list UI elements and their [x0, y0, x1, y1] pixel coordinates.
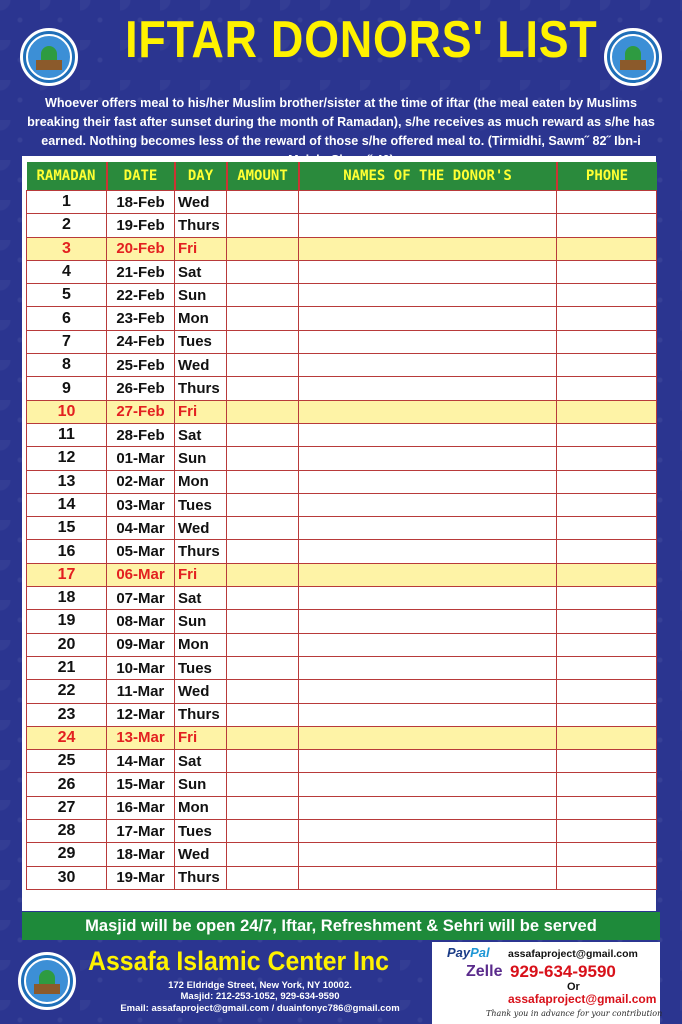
weekday-cell: Fri — [175, 237, 227, 260]
ramadan-day-cell: 13 — [27, 470, 107, 493]
date-cell: 10-Mar — [107, 656, 175, 679]
amount-cell[interactable] — [227, 191, 299, 214]
ramadan-day-cell: 25 — [27, 750, 107, 773]
date-cell: 09-Mar — [107, 633, 175, 656]
amount-cell[interactable] — [227, 633, 299, 656]
amount-cell[interactable] — [227, 563, 299, 586]
table-row — [27, 423, 657, 446]
weekday-cell: Mon — [175, 633, 227, 656]
weekday-cell: Tues — [175, 330, 227, 353]
donor-table — [26, 162, 657, 890]
ramadan-day-cell: 24 — [27, 726, 107, 749]
table-row — [27, 750, 657, 773]
phone-cell[interactable] — [557, 447, 657, 470]
donor-name-cell[interactable] — [299, 447, 557, 470]
table-row — [27, 866, 657, 889]
table-row — [27, 656, 657, 679]
table-row — [27, 447, 657, 470]
donor-name-cell[interactable] — [299, 284, 557, 307]
phone-cell[interactable] — [557, 284, 657, 307]
table-row — [27, 796, 657, 819]
donor-name-cell[interactable] — [299, 191, 557, 214]
ramadan-day-cell: 17 — [27, 563, 107, 586]
amount-cell[interactable] — [227, 726, 299, 749]
table-row — [27, 563, 657, 586]
table-row — [27, 284, 657, 307]
amount-cell[interactable] — [227, 656, 299, 679]
amount-cell[interactable] — [227, 820, 299, 843]
weekday-cell: Thurs — [175, 214, 227, 237]
donor-name-cell[interactable] — [299, 796, 557, 819]
weekday-cell: Thurs — [175, 540, 227, 563]
ramadan-day-cell: 21 — [27, 656, 107, 679]
phone-cell[interactable] — [557, 656, 657, 679]
thank-you-note: Thank you in advance for your contribution — [486, 1009, 663, 1018]
mosque-logo-left — [20, 28, 78, 86]
col-date: DATE — [107, 162, 175, 191]
amount-cell[interactable] — [227, 796, 299, 819]
date-cell: 23-Feb — [107, 307, 175, 330]
amount-cell[interactable] — [227, 703, 299, 726]
ramadan-day-cell: 6 — [27, 307, 107, 330]
ramadan-day-cell: 10 — [27, 400, 107, 423]
date-cell: 06-Mar — [107, 563, 175, 586]
date-cell: 18-Mar — [107, 843, 175, 866]
donor-name-cell[interactable] — [299, 610, 557, 633]
donor-name-cell[interactable] — [299, 680, 557, 703]
paypal-pay: Pay — [447, 945, 471, 960]
donor-name-cell[interactable] — [299, 400, 557, 423]
phone-cell[interactable] — [557, 377, 657, 400]
donor-name-cell[interactable] — [299, 330, 557, 353]
ramadan-day-cell: 23 — [27, 703, 107, 726]
amount-cell[interactable] — [227, 773, 299, 796]
weekday-cell: Sat — [175, 587, 227, 610]
date-cell: 04-Mar — [107, 517, 175, 540]
amount-cell[interactable] — [227, 214, 299, 237]
amount-cell[interactable] — [227, 377, 299, 400]
phone-cell[interactable] — [557, 214, 657, 237]
date-cell: 19-Feb — [107, 214, 175, 237]
weekday-cell: Mon — [175, 307, 227, 330]
amount-cell[interactable] — [227, 354, 299, 377]
phone-cell[interactable] — [557, 633, 657, 656]
mosque-logo-right — [604, 28, 662, 86]
table-row — [27, 260, 657, 283]
date-cell: 19-Mar — [107, 866, 175, 889]
col-amount: AMOUNT — [227, 162, 299, 191]
phone-cell[interactable] — [557, 237, 657, 260]
table-row — [27, 330, 657, 353]
ramadan-day-cell: 7 — [27, 330, 107, 353]
col-ramadan: RAMADAN — [27, 162, 107, 191]
paypal-logo — [447, 945, 490, 960]
ramadan-day-cell: 19 — [27, 610, 107, 633]
phone-cell[interactable] — [557, 726, 657, 749]
donor-name-cell[interactable] — [299, 260, 557, 283]
zelle-phone[interactable]: 929-634-9590 — [510, 962, 616, 981]
table-row — [27, 610, 657, 633]
masjid-phone: Masjid: 212-253-1052, 929-634-9590 — [180, 991, 340, 1002]
phone-cell[interactable] — [557, 563, 657, 586]
phone-cell[interactable] — [557, 843, 657, 866]
date-cell: 21-Feb — [107, 260, 175, 283]
date-cell: 20-Feb — [107, 237, 175, 260]
donor-name-cell[interactable] — [299, 307, 557, 330]
donor-name-cell[interactable] — [299, 843, 557, 866]
weekday-cell: Fri — [175, 400, 227, 423]
date-cell: 03-Mar — [107, 493, 175, 516]
table-row — [27, 843, 657, 866]
org-name: Assafa Islamic Center Inc — [88, 946, 389, 976]
ramadan-day-cell: 1 — [27, 191, 107, 214]
weekday-cell: Wed — [175, 680, 227, 703]
amount-cell[interactable] — [227, 284, 299, 307]
date-cell: 16-Mar — [107, 796, 175, 819]
weekday-cell: Thurs — [175, 377, 227, 400]
col-day: DAY — [175, 162, 227, 191]
donor-name-cell[interactable] — [299, 354, 557, 377]
table-row — [27, 517, 657, 540]
phone-cell[interactable] — [557, 540, 657, 563]
weekday-cell: Thurs — [175, 866, 227, 889]
donor-name-cell[interactable] — [299, 540, 557, 563]
paypal-email[interactable]: assafaproject@gmail.com — [508, 948, 638, 960]
phone-cell[interactable] — [557, 517, 657, 540]
date-cell: 01-Mar — [107, 447, 175, 470]
table-row — [27, 680, 657, 703]
email-line[interactable]: Email: assafaproject@gmail.com / duainfonyc786@gmail.com — [120, 1003, 400, 1014]
weekday-cell: Sun — [175, 447, 227, 470]
donor-name-cell[interactable] — [299, 563, 557, 586]
weekday-cell: Sun — [175, 284, 227, 307]
date-cell: 17-Mar — [107, 820, 175, 843]
date-cell: 05-Mar — [107, 540, 175, 563]
weekday-cell: Sat — [175, 260, 227, 283]
amount-cell[interactable] — [227, 237, 299, 260]
date-cell: 25-Feb — [107, 354, 175, 377]
phone-cell[interactable] — [557, 796, 657, 819]
phone-cell[interactable] — [557, 493, 657, 516]
amount-cell[interactable] — [227, 517, 299, 540]
ramadan-day-cell: 2 — [27, 214, 107, 237]
donor-name-cell[interactable] — [299, 866, 557, 889]
weekday-cell: Mon — [175, 470, 227, 493]
ramadan-day-cell: 28 — [27, 820, 107, 843]
date-cell: 13-Mar — [107, 726, 175, 749]
contact-address — [90, 980, 430, 1014]
amount-cell[interactable] — [227, 330, 299, 353]
amount-cell[interactable] — [227, 423, 299, 446]
phone-cell[interactable] — [557, 307, 657, 330]
phone-cell[interactable] — [557, 610, 657, 633]
address-line: 172 Eldridge Street, New York, NY 10002. — [168, 980, 352, 991]
phone-cell[interactable] — [557, 680, 657, 703]
col-phone: PHONE — [557, 162, 657, 191]
table-row — [27, 470, 657, 493]
date-cell: 12-Mar — [107, 703, 175, 726]
amount-cell[interactable] — [227, 400, 299, 423]
phone-cell[interactable] — [557, 750, 657, 773]
weekday-cell: Tues — [175, 656, 227, 679]
weekday-cell: Sun — [175, 773, 227, 796]
phone-cell[interactable] — [557, 400, 657, 423]
phone-cell[interactable] — [557, 470, 657, 493]
donor-name-cell[interactable] — [299, 517, 557, 540]
ramadan-day-cell: 15 — [27, 517, 107, 540]
donor-name-cell[interactable] — [299, 377, 557, 400]
table-row — [27, 400, 657, 423]
table-row — [27, 703, 657, 726]
weekday-cell: Fri — [175, 563, 227, 586]
date-cell: 15-Mar — [107, 773, 175, 796]
phone-cell[interactable] — [557, 703, 657, 726]
phone-cell[interactable] — [557, 354, 657, 377]
amount-cell[interactable] — [227, 447, 299, 470]
donor-name-cell[interactable] — [299, 633, 557, 656]
paypal-pal: Pal — [470, 945, 490, 960]
phone-cell[interactable] — [557, 866, 657, 889]
page-title: IFTAR DONORS' LIST — [125, 11, 598, 69]
or-label: Or — [567, 981, 580, 993]
amount-cell[interactable] — [227, 587, 299, 610]
phone-cell[interactable] — [557, 260, 657, 283]
table-row — [27, 773, 657, 796]
table-row — [27, 307, 657, 330]
date-cell: 27-Feb — [107, 400, 175, 423]
weekday-cell: Wed — [175, 843, 227, 866]
date-cell: 11-Mar — [107, 680, 175, 703]
amount-cell[interactable] — [227, 680, 299, 703]
table-row — [27, 377, 657, 400]
ramadan-day-cell: 14 — [27, 493, 107, 516]
weekday-cell: Tues — [175, 820, 227, 843]
date-cell: 02-Mar — [107, 470, 175, 493]
donor-name-cell[interactable] — [299, 470, 557, 493]
phone-cell[interactable] — [557, 423, 657, 446]
amount-cell[interactable] — [227, 470, 299, 493]
phone-cell[interactable] — [557, 773, 657, 796]
amount-cell[interactable] — [227, 493, 299, 516]
weekday-cell: Sat — [175, 750, 227, 773]
table-row — [27, 587, 657, 610]
table-header-row — [27, 162, 657, 191]
phone-cell[interactable] — [557, 820, 657, 843]
date-cell: 24-Feb — [107, 330, 175, 353]
hadith-intro: Whoever offers meal to his/her Muslim brother/sister at the time of iftar (the meal eaten by Muslims breaking their fast after sunset during the month of Ramadan), s/he receives as much reward as s/he has earned. Nothing becomes less of the reward of those s/he offered meal to. (Tirmidhi, Sawm˝ 82˝ Ibn-i — [27, 96, 655, 148]
ramadan-day-cell: 4 — [27, 260, 107, 283]
ramadan-day-cell: 16 — [27, 540, 107, 563]
weekday-cell: Sun — [175, 610, 227, 633]
mosque-logo-footer — [18, 952, 76, 1010]
date-cell: 26-Feb — [107, 377, 175, 400]
ramadan-day-cell: 30 — [27, 866, 107, 889]
ramadan-day-cell: 5 — [27, 284, 107, 307]
ramadan-day-cell: 9 — [27, 377, 107, 400]
donor-name-cell[interactable] — [299, 493, 557, 516]
phone-cell[interactable] — [557, 191, 657, 214]
date-cell: 14-Mar — [107, 750, 175, 773]
date-cell: 18-Feb — [107, 191, 175, 214]
weekday-cell: Thurs — [175, 703, 227, 726]
table-row — [27, 237, 657, 260]
donor-name-cell[interactable] — [299, 656, 557, 679]
ramadan-day-cell: 11 — [27, 423, 107, 446]
donor-name-cell[interactable] — [299, 773, 557, 796]
date-cell: 08-Mar — [107, 610, 175, 633]
date-cell: 28-Feb — [107, 423, 175, 446]
ramadan-day-cell: 12 — [27, 447, 107, 470]
ramadan-day-cell: 3 — [27, 237, 107, 260]
ramadan-day-cell: 22 — [27, 680, 107, 703]
table-row — [27, 726, 657, 749]
ramadan-day-cell: 18 — [27, 587, 107, 610]
amount-cell[interactable] — [227, 260, 299, 283]
donor-name-cell[interactable] — [299, 750, 557, 773]
ramadan-day-cell: 20 — [27, 633, 107, 656]
table-row — [27, 820, 657, 843]
phone-cell[interactable] — [557, 330, 657, 353]
date-cell: 07-Mar — [107, 587, 175, 610]
donor-name-cell[interactable] — [299, 237, 557, 260]
table-row — [27, 633, 657, 656]
weekday-cell: Wed — [175, 517, 227, 540]
weekday-cell: Mon — [175, 796, 227, 819]
donor-name-cell[interactable] — [299, 587, 557, 610]
amount-cell[interactable] — [227, 843, 299, 866]
donor-name-cell[interactable] — [299, 726, 557, 749]
weekday-cell: Fri — [175, 726, 227, 749]
zelle-email[interactable]: assafaproject@gmail.com — [508, 992, 657, 1006]
date-cell: 22-Feb — [107, 284, 175, 307]
zelle-logo: Zelle — [466, 963, 503, 980]
weekday-cell: Sat — [175, 423, 227, 446]
weekday-cell: Wed — [175, 354, 227, 377]
donor-name-cell[interactable] — [299, 423, 557, 446]
phone-cell[interactable] — [557, 587, 657, 610]
table-row — [27, 214, 657, 237]
table-row — [27, 354, 657, 377]
ramadan-day-cell: 8 — [27, 354, 107, 377]
amount-cell[interactable] — [227, 307, 299, 330]
donor-name-cell[interactable] — [299, 703, 557, 726]
amount-cell[interactable] — [227, 866, 299, 889]
table-row — [27, 540, 657, 563]
weekday-cell: Wed — [175, 191, 227, 214]
weekday-cell: Tues — [175, 493, 227, 516]
col-donor-names: NAMES OF THE DONOR'S — [299, 162, 557, 191]
table-row — [27, 191, 657, 214]
ramadan-day-cell: 27 — [27, 796, 107, 819]
amount-cell[interactable] — [227, 750, 299, 773]
donor-name-cell[interactable] — [299, 214, 557, 237]
donor-name-cell[interactable] — [299, 820, 557, 843]
ramadan-day-cell: 26 — [27, 773, 107, 796]
ramadan-day-cell: 29 — [27, 843, 107, 866]
table-row — [27, 493, 657, 516]
open-banner: Masjid will be open 24/7, Iftar, Refreshment & Sehri will be served — [22, 912, 660, 940]
amount-cell[interactable] — [227, 540, 299, 563]
amount-cell[interactable] — [227, 610, 299, 633]
